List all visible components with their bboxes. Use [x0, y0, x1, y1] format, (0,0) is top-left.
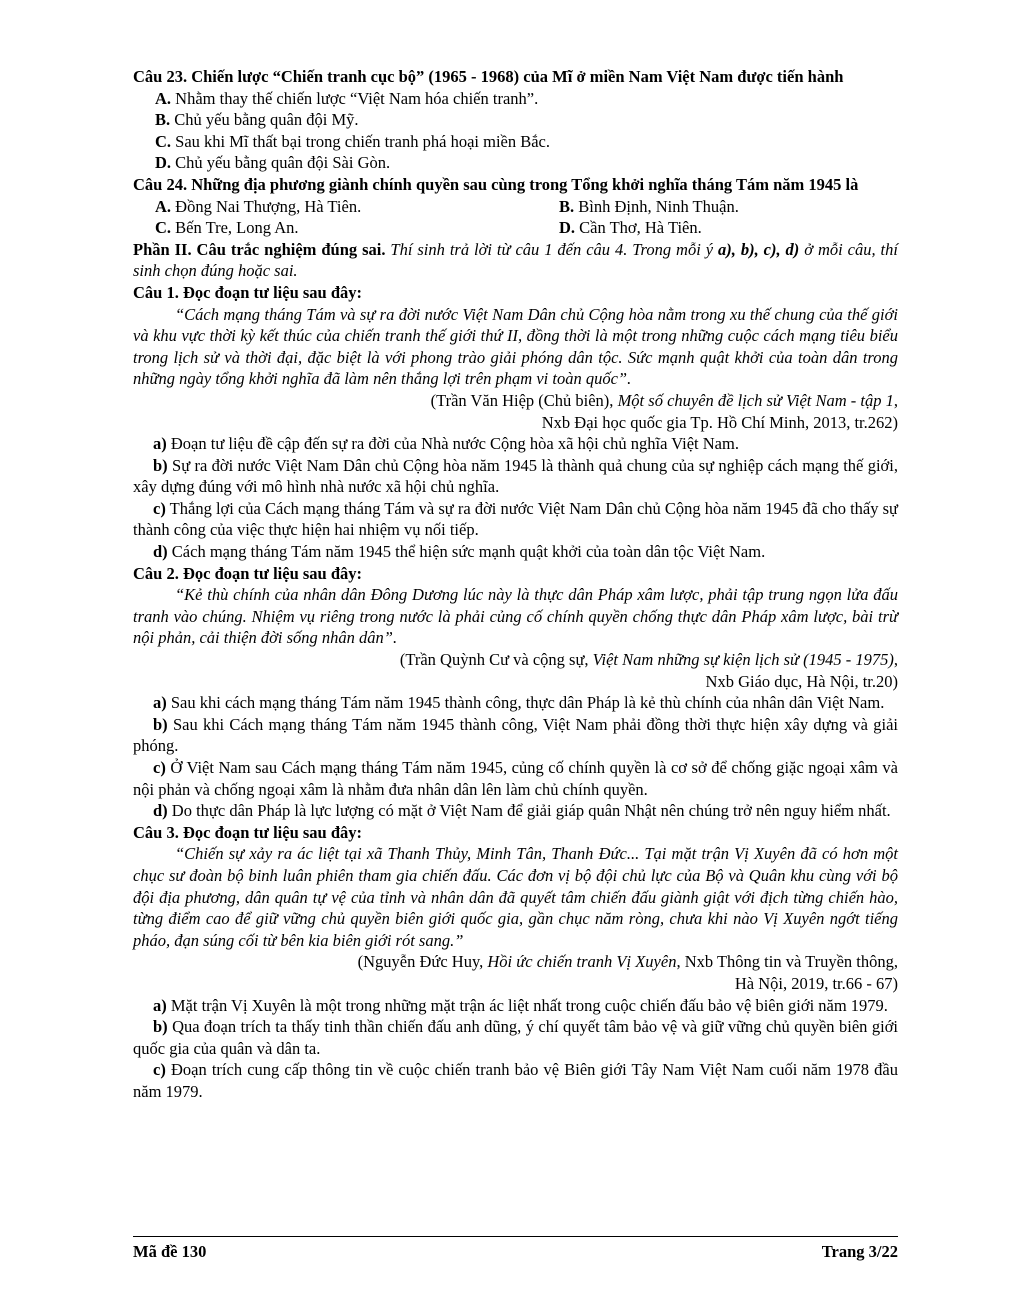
source-book-title: Hồi ức chiến tranh Vị Xuyên — [487, 952, 677, 972]
option-letter: B. — [155, 110, 171, 130]
page-content — [133, 66, 898, 1103]
q24-option-b — [559, 196, 899, 218]
source-book-title: Việt Nam những sự kiện lịch sử (1945 - 1975) — [592, 650, 894, 670]
part2-instr-text: Thí sinh trả lời từ câu 1 đến câu 4. Trong mỗi ý — [385, 239, 719, 259]
q23-option-b — [133, 109, 898, 131]
question-23-title: Câu 23. Chiến lược “Chiến tranh cục bộ” (1965 - 1968) của Mĩ ở miền Nam Việt Nam được tiến hành — [133, 67, 844, 86]
cau-2-title: Câu 2. Đọc đoạn tư liệu sau đây: — [133, 563, 363, 583]
option-letter: B. — [559, 196, 575, 216]
option-letter: C. — [155, 131, 172, 151]
statement-text: Đoạn trích cung cấp thông tin về cuộc chiến tranh bảo vệ Biên giới Tây Nam Việt Nam cuối năm 1978 đầu năm 1979. — [133, 1060, 898, 1101]
option-text: Chủ yếu bằng quân đội Sài Gòn. — [171, 153, 391, 173]
cau-2-statement-b — [133, 714, 898, 757]
q24-option-d — [559, 217, 899, 239]
option-text: Chủ yếu bằng quân đội Mỹ. — [170, 110, 359, 130]
statement-label: c) — [153, 758, 166, 777]
statement-text: Đoạn tư liệu đề cập đến sự ra đời của Nhà nước Cộng hòa xã hội chủ nghĩa Việt Nam. — [166, 434, 739, 454]
statement-text: Thắng lợi của Cách mạng tháng Tám và sự ra đời nước Việt Nam Dân chủ Cộng hòa năm 1945 đã cho thấy sự thành công của việc thực hiện hai nhiệm vụ nối tiếp. — [133, 498, 898, 540]
statement-label: a) — [153, 434, 167, 454]
cau-2-quote: “Kẻ thù chính của nhân dân Đông Dương lúc này là thực dân Pháp xâm lược, phải tập trung ngọn lửa đấu tranh vào chúng. Nhiệm vụ riêng trong nước là phải củng cố chính quyền chống thực dân Pháp xâm lược, bài trừ nội phản, cải thiện đời sống nhân dân”. — [133, 585, 898, 648]
q23-option-d — [133, 152, 898, 174]
cau-3-source-line-2: Hà Nội, 2019, tr.66 - 67) — [734, 973, 898, 993]
statement-text: Qua đoạn trích ta thấy tinh thần chiến đấu anh dũng, ý chí quyết tâm bảo vệ và giữ vững chủ quyền biên giới quốc gia của quân và dân ta. — [133, 1017, 898, 1058]
option-letter: A. — [155, 88, 172, 108]
cau-1-statement-b — [133, 455, 898, 498]
cau-2-statement-d — [133, 800, 898, 822]
statement-text: Sau khi cách mạng tháng Tám năm 1945 thành công, thực dân Pháp là kẻ thù chính của nhân dân Việt Nam. — [166, 693, 885, 713]
part2-instructions — [133, 239, 898, 282]
option-letter: A. — [155, 196, 172, 216]
statement-text: Do thực dân Pháp là lực lượng có mặt ở Việt Nam để giải giáp quân Nhật nên chúng trở nên nguy hiểm nhất. — [167, 801, 891, 821]
cau-2-statement-c — [133, 757, 898, 800]
cau-3-statement-b — [133, 1016, 898, 1059]
page-number: Trang 3/22 — [821, 1242, 898, 1261]
statement-label: d) — [153, 542, 168, 562]
statement-text: Mặt trận Vị Xuyên là một trong những mặt trận ác liệt nhất trong cuộc chiến đấu bảo vệ biên giới năm 1979. — [166, 995, 888, 1015]
statement-text: Sự ra đời nước Việt Nam Dân chủ Cộng hòa năm 1945 là thành quả chung của sự nghiệp cách mạng thế giới, xây dựng đúng với mô hình nhà nước xã hội chủ nghĩa. — [133, 455, 898, 497]
statement-text: Ở Việt Nam sau Cách mạng tháng Tám năm 1945, củng cố chính quyền là cơ sở để chống giặc ngoại xâm và nội phản và chống ngoại xâm là nhằm đưa nhân dân lên làm chủ chính quyền. — [133, 758, 898, 799]
question-24-title: Câu 24. Những địa phương giành chính quyền sau cùng trong Tổng khởi nghĩa tháng Tám năm 1945 là — [133, 174, 859, 194]
option-letter: D. — [559, 218, 576, 238]
statement-label: b) — [153, 455, 168, 475]
source-rest: , Nxb Thông tin và Truyền thông, — [676, 952, 898, 972]
option-text: Sau khi Mĩ thất bại trong chiến tranh phá hoại miền Bắc. — [171, 131, 550, 151]
cau-1-title: Câu 1. Đọc đoạn tư liệu sau đây: — [133, 282, 363, 302]
cau-3-quote: “Chiến sự xảy ra ác liệt tại xã Thanh Thủy, Minh Tân, Thanh Đức... Tại mặt trận Vị Xuyên đã có hơn một chục sư đoàn bộ binh luân phiên tham gia chiến đấu. Các đơn vị bộ đội chủ lực của Bộ và Quân khu cùng với bộ đội địa phương, dân quân tự vệ của tỉnh và nhân dân đã quyết tâm chiến đấu giành giật với địch từng chiến hào, từng điểm cao để giữ vững chủ quyền biên giới quốc gia, gần chục năm ròng, chưa khi nào Vị Xuyên ngớt tiếng pháo, đạn súng cối từ bên kia biên giới rót sang.” — [133, 844, 898, 950]
cau-1-quote: “Cách mạng tháng Tám và sự ra đời nước Việt Nam Dân chủ Cộng hòa nằm trong xu thế chung của thế giới và khu vực thời kỳ kết thúc của chiến tranh thế giới thứ II, đồng thời là một trong những cuộc cách mạng tiêu biểu trong lịch sử và thời đại, đặc biệt là với phong trào giải phóng dân tộc. Sức mạnh quật khởi của toàn dân trong những ngày tổng khởi nghĩa đã làm nên thắng lợi trên phạm vi toàn quốc”. — [133, 304, 898, 389]
cau-3-statement-c — [133, 1059, 898, 1102]
cau-1-statement-c — [133, 498, 898, 541]
cau-2-statement-a — [133, 692, 898, 714]
cau-2-source-line-1 — [133, 649, 898, 671]
statement-label: c) — [153, 498, 166, 518]
source-book-title: Một số chuyên đề lịch sử Việt Nam - tập 1 — [617, 390, 894, 410]
source-author: (Nguyễn Đức Huy, — [357, 952, 488, 972]
option-text: Đồng Nai Thượng, Hà Tiên. — [171, 196, 362, 216]
cau-1-source-line-2: Nxb Đại học quốc gia Tp. Hồ Chí Minh, 2013, tr.262) — [541, 412, 898, 432]
statement-label: c) — [153, 1060, 166, 1080]
statement-label: a) — [153, 995, 167, 1015]
page-footer — [133, 1236, 898, 1262]
option-text: Nhằm thay thế chiến lược “Việt Nam hóa chiến tranh”. — [171, 88, 539, 108]
cau-1-source-line-1 — [133, 390, 898, 412]
statement-label: b) — [153, 714, 168, 734]
source-rest: , — [893, 390, 898, 410]
cau-3-title: Câu 3. Đọc đoạn tư liệu sau đây: — [133, 822, 363, 842]
part2-heading: Phần II. Câu trắc nghiệm đúng sai. — [133, 239, 386, 259]
q24-option-a — [155, 196, 559, 218]
cau-3-source-line-1 — [133, 951, 898, 973]
option-text: Bến Tre, Long An. — [171, 218, 299, 238]
cau-1-statement-d — [133, 541, 898, 563]
exam-code: Mã đề 130 — [133, 1242, 207, 1261]
q24-options — [133, 196, 898, 239]
part2-instr-text-2: ở mỗi câu, thí sinh chọn đúng hoặc sai. — [133, 239, 898, 281]
cau-3-statement-a — [133, 995, 898, 1017]
option-letter: D. — [155, 153, 172, 173]
q23-option-a — [133, 88, 898, 110]
option-text: Bình Định, Ninh Thuận. — [574, 196, 739, 216]
source-rest: , — [893, 650, 898, 670]
statement-label: b) — [153, 1017, 168, 1037]
statement-text: Sau khi Cách mạng tháng Tám năm 1945 thành công, Việt Nam phải đồng thời thực hiện xây dựng và giải phóng. — [133, 714, 898, 756]
statement-label: a) — [153, 693, 167, 713]
cau-2-source-line-2: Nxb Giáo dục, Hà Nội, tr.20) — [705, 671, 898, 691]
cau-1-statement-a — [133, 433, 898, 455]
source-author: (Trần Quỳnh Cư và cộng sự, — [399, 650, 593, 670]
q23-option-c — [133, 131, 898, 153]
statement-text: Cách mạng tháng Tám năm 1945 thể hiện sức mạnh quật khởi của toàn dân tộc Việt Nam. — [167, 542, 766, 562]
part2-instr-items: a), b), c), d) — [718, 239, 800, 259]
statement-label: d) — [153, 801, 168, 821]
option-letter: C. — [155, 218, 172, 238]
q24-option-c — [155, 217, 559, 239]
option-text: Cần Thơ, Hà Tiên. — [575, 218, 702, 238]
source-author: (Trần Văn Hiệp (Chủ biên), — [430, 390, 618, 410]
